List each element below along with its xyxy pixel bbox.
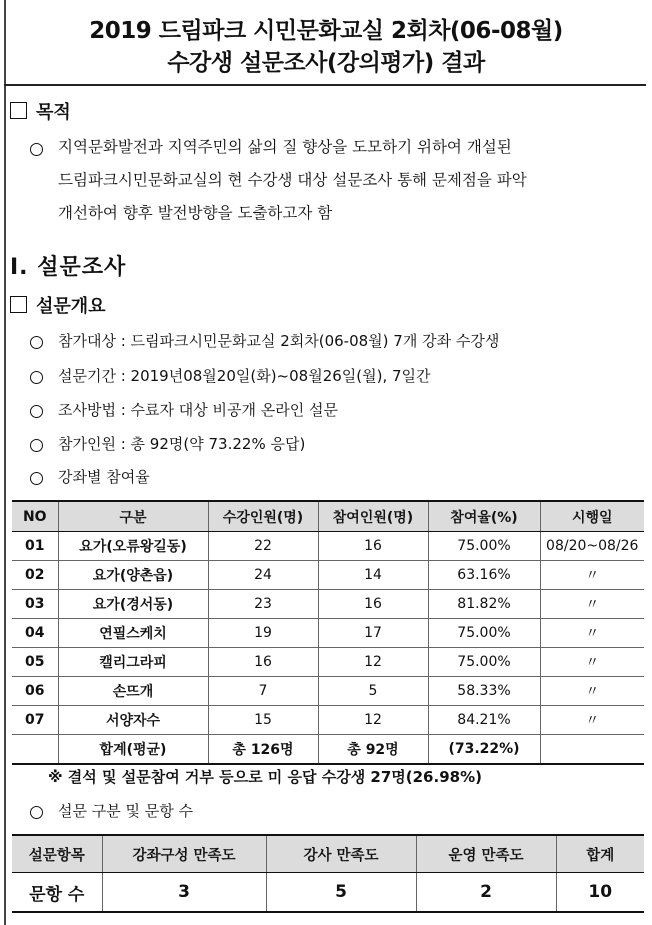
cell-enrolled: 15 — [208, 706, 318, 735]
question-count-table — [12, 834, 644, 913]
overview-method: 조사방법 : 수료자 대상 비공개 온라인 설문 — [58, 401, 338, 419]
purpose-paragraph — [58, 131, 638, 230]
total-enrolled: 총 126명 — [208, 735, 318, 765]
cell-date: 08/20~08/26 — [540, 532, 644, 561]
question-header: 강사 만족도 — [266, 835, 416, 873]
table-row — [12, 648, 644, 677]
total-cell — [540, 735, 644, 765]
cell-rate: 63.16% — [428, 561, 540, 590]
purpose-line: 개선하여 향후 발전방향을 도출하고자 함 — [58, 204, 333, 222]
question-row-label: 문항 수 — [12, 873, 102, 913]
column-header: 구분 — [58, 501, 208, 532]
table-row — [12, 677, 644, 706]
cell-no: 03 — [12, 590, 58, 619]
total-participated: 총 92명 — [318, 735, 428, 765]
overview-target: 참가대상 : 드림파크시민문화교실 2회차(06-08월) 7개 강좌 수강생 — [58, 332, 500, 350]
question-total: 10 — [556, 873, 644, 913]
page-left-border — [4, 0, 6, 925]
cell-no: 02 — [12, 561, 58, 590]
column-header: 참여율(%) — [428, 501, 540, 532]
circle-bullet-icon — [30, 472, 43, 485]
cell-participated: 16 — [318, 532, 428, 561]
purpose-line: 지역문화발전과 지역주민의 삶의 질 향상을 도모하기 위하여 개설된 — [58, 138, 512, 156]
cell-class: 손뜨개 — [58, 677, 208, 706]
table-row — [12, 590, 644, 619]
table-row — [12, 619, 644, 648]
column-header: 시행일 — [540, 501, 644, 532]
purpose-heading-label: 목적 — [36, 102, 71, 123]
question-count: 5 — [266, 873, 416, 913]
cell-no: 06 — [12, 677, 58, 706]
cell-no: 05 — [12, 648, 58, 677]
cell-no: 07 — [12, 706, 58, 735]
circle-bullet-icon — [30, 806, 43, 819]
cell-class: 요가(양촌읍) — [58, 561, 208, 590]
purpose-heading — [10, 98, 71, 124]
cell-participated: 17 — [318, 619, 428, 648]
column-header: 참여인원(명) — [318, 501, 428, 532]
cell-enrolled: 19 — [208, 619, 318, 648]
circle-bullet-icon — [30, 405, 43, 418]
cell-enrolled: 22 — [208, 532, 318, 561]
cell-rate: 81.82% — [428, 590, 540, 619]
cell-class: 서양자수 — [58, 706, 208, 735]
cell-rate: 75.00% — [428, 648, 540, 677]
participation-table — [12, 500, 644, 765]
question-count: 3 — [102, 873, 266, 913]
cell-class: 요가(경서동) — [58, 590, 208, 619]
table-row — [12, 561, 644, 590]
cell-participated: 16 — [318, 590, 428, 619]
total-cell — [12, 735, 58, 765]
cell-no: 04 — [12, 619, 58, 648]
cell-class: 요가(오류왕길동) — [58, 532, 208, 561]
cell-class: 캘리그라피 — [58, 648, 208, 677]
cell-participated: 12 — [318, 706, 428, 735]
question-count: 2 — [416, 873, 556, 913]
cell-rate: 84.21% — [428, 706, 540, 735]
overview-rate-label: 강좌별 참여율 — [58, 468, 150, 486]
purpose-line: 드림파크시민문화교실의 현 수강생 대상 설문조사 통해 문제점을 파악 — [58, 171, 527, 189]
cell-date: 〃 — [540, 590, 644, 619]
cell-rate: 75.00% — [428, 532, 540, 561]
document-title-line2: 수강생 설문조사(강의평가) 결과 — [167, 50, 485, 76]
cell-participated: 12 — [318, 648, 428, 677]
cell-enrolled: 23 — [208, 590, 318, 619]
cell-date: 〃 — [540, 648, 644, 677]
cell-rate: 75.00% — [428, 619, 540, 648]
circle-bullet-icon — [30, 371, 43, 384]
question-header: 강좌구성 만족도 — [102, 835, 266, 873]
table-total-row — [12, 735, 644, 765]
title-divider — [4, 84, 646, 86]
question-header: 합계 — [556, 835, 644, 873]
question-header-row — [12, 835, 644, 873]
overview-participants: 참가인원 : 총 92명(약 73.22% 응답) — [58, 435, 306, 453]
table-row — [12, 706, 644, 735]
total-label: 합계(평균) — [58, 735, 208, 765]
cell-class: 연필스케치 — [58, 619, 208, 648]
question-section-label: 설문 구분 및 문항 수 — [58, 802, 193, 820]
table-header-row — [12, 501, 644, 532]
cell-date: 〃 — [540, 561, 644, 590]
cell-enrolled: 24 — [208, 561, 318, 590]
cell-enrolled: 16 — [208, 648, 318, 677]
question-header: 운영 만족도 — [416, 835, 556, 873]
nonresponse-note: ※ 결석 및 설문참여 거부 등으로 미 응답 수강생 27명(26.98%) — [48, 768, 482, 786]
cell-enrolled: 7 — [208, 677, 318, 706]
column-header: 수강인원(명) — [208, 501, 318, 532]
cell-date: 〃 — [540, 706, 644, 735]
question-value-row — [12, 873, 644, 913]
cell-participated: 14 — [318, 561, 428, 590]
cell-no: 01 — [12, 532, 58, 561]
document-title-line1: 2019 드림파크 시민문화교실 2회차(06-08월) — [89, 18, 563, 44]
cell-rate: 58.33% — [428, 677, 540, 706]
overview-heading — [10, 292, 106, 318]
overview-period: 설문기간 : 2019년08월20일(화)~08월26일(월), 7일간 — [58, 367, 431, 385]
circle-bullet-icon — [30, 439, 43, 452]
total-rate: (73.22%) — [428, 735, 540, 765]
section-heading: Ⅰ. 설문조사 — [10, 255, 127, 280]
column-header: NO — [12, 501, 58, 532]
cell-date: 〃 — [540, 677, 644, 706]
overview-heading-label: 설문개요 — [36, 296, 106, 317]
question-header: 설문항목 — [12, 835, 102, 873]
checkbox-square-icon — [10, 296, 27, 313]
circle-bullet-icon — [30, 336, 43, 349]
cell-date: 〃 — [540, 619, 644, 648]
circle-bullet-icon — [30, 143, 43, 156]
cell-participated: 5 — [318, 677, 428, 706]
table-row — [12, 532, 644, 561]
checkbox-square-icon — [10, 102, 27, 119]
